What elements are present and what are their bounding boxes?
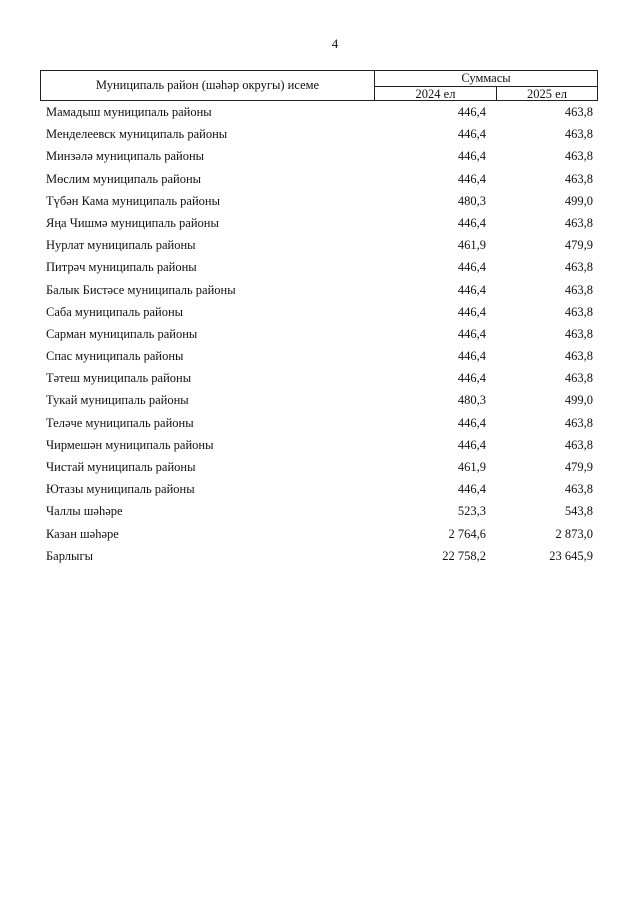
amount-2024: 446,4 [457, 127, 486, 142]
district-name: Балык Бистәсе муниципаль районы [46, 282, 236, 297]
district-name: Чирмешән муниципаль районы [46, 437, 214, 452]
district-name: Ютазы муниципаль районы [46, 482, 195, 497]
table-row [40, 301, 598, 323]
amount-2025: 463,8 [564, 326, 593, 341]
district-name: Сарман муниципаль районы [46, 326, 198, 341]
amount-2024: 461,9 [457, 460, 486, 474]
district-name: Түбән Кама муниципаль районы [46, 193, 220, 208]
amount-2025: 463,8 [564, 415, 593, 430]
amount-2024: 461,9 [457, 238, 486, 253]
amount-2025: 463,8 [564, 349, 593, 364]
amount-2024: 446,4 [457, 215, 486, 230]
column-header-year-2025: 2025 ел [527, 87, 567, 101]
table-row [40, 345, 598, 367]
amount-2025: 463,8 [564, 304, 593, 319]
amount-2025: 463,8 [564, 371, 593, 386]
amount-2024: 446,4 [457, 482, 486, 497]
table-row [40, 212, 598, 234]
table-row [40, 389, 598, 411]
table-row [40, 323, 598, 345]
column-header-sum: Суммасы [375, 71, 597, 87]
amount-2024: 523,3 [457, 504, 486, 519]
amount-2025: 463,8 [564, 149, 593, 164]
table-header [40, 70, 598, 101]
district-name: Спас муниципаль районы [46, 349, 184, 364]
table-row [40, 456, 598, 478]
amount-2024: 2 764,6 [448, 526, 486, 541]
table-row [40, 190, 598, 212]
amount-2025: 543,8 [564, 504, 593, 519]
district-name: Минзәлә муниципаль районы [46, 149, 205, 164]
table-row [40, 523, 598, 545]
amount-2024: 446,4 [457, 171, 486, 186]
amount-2024: 446,4 [457, 349, 486, 364]
amount-2025: 463,8 [564, 215, 593, 230]
amount-2025: 23 645,9 [549, 548, 593, 563]
page-number: 4 [331, 36, 339, 51]
district-name: Тукай муниципаль районы [46, 393, 189, 408]
district-name: Нурлат муниципаль районы [46, 238, 196, 253]
amount-2024: 446,4 [457, 304, 486, 319]
amount-2025: 479,9 [564, 460, 593, 474]
column-header-name: Муниципаль район (шәһәр округы) исеме [41, 71, 375, 100]
table-row [40, 500, 598, 522]
district-name: Теләче муниципаль районы [46, 415, 194, 430]
amount-2025: 463,8 [564, 105, 593, 119]
amount-2025: 463,8 [564, 260, 593, 275]
table-row [40, 279, 598, 301]
amount-2024: 446,4 [457, 415, 486, 430]
column-header-year-2024: 2024 ел [375, 87, 497, 100]
district-name: Яңа Чишмә муниципаль районы [46, 215, 219, 230]
amount-2024: 446,4 [457, 282, 486, 297]
table-row [40, 101, 598, 123]
table-row [40, 478, 598, 500]
district-name: Мамадыш муниципаль районы [46, 105, 212, 119]
amount-2025: 463,8 [564, 171, 593, 186]
amount-2024: 446,4 [457, 371, 486, 386]
table-row [40, 412, 598, 434]
amount-2025: 463,8 [564, 482, 593, 497]
district-name: Менделеевск муниципаль районы [46, 127, 228, 142]
amount-2024: 446,4 [457, 260, 486, 275]
table-row [40, 434, 598, 456]
allocation-table [40, 70, 598, 567]
amount-2025: 463,8 [564, 282, 593, 297]
amount-2025: 499,0 [564, 393, 593, 408]
amount-2025: 463,8 [564, 127, 593, 142]
table-row [40, 123, 598, 145]
amount-2025: 463,8 [564, 437, 593, 452]
district-name: Чаллы шәһәре [46, 504, 123, 519]
district-name: Питрәч муниципаль районы [46, 260, 197, 275]
district-name: Мөслим муниципаль районы [46, 171, 202, 186]
amount-2025: 2 873,0 [555, 526, 593, 541]
table-row [40, 545, 598, 567]
district-name: Чистай муниципаль районы [46, 460, 196, 474]
district-name: Барлыгы [46, 548, 93, 563]
table-row [40, 234, 598, 256]
table-body [40, 101, 598, 567]
district-name: Тәтеш муниципаль районы [46, 371, 192, 386]
district-name: Саба муниципаль районы [46, 304, 184, 319]
table-row [40, 367, 598, 389]
amount-2024: 480,3 [457, 193, 486, 208]
table-row [40, 256, 598, 278]
amount-2025: 499,0 [564, 193, 593, 208]
table-row [40, 168, 598, 190]
table-row [40, 145, 598, 167]
district-name: Казан шәһәре [46, 526, 119, 541]
amount-2024: 446,4 [457, 437, 486, 452]
amount-2024: 480,3 [457, 393, 486, 408]
amount-2024: 22 758,2 [442, 548, 486, 563]
amount-2024: 446,4 [457, 105, 486, 119]
amount-2024: 446,4 [457, 326, 486, 341]
amount-2025: 479,9 [564, 238, 593, 253]
amount-2024: 446,4 [457, 149, 486, 164]
